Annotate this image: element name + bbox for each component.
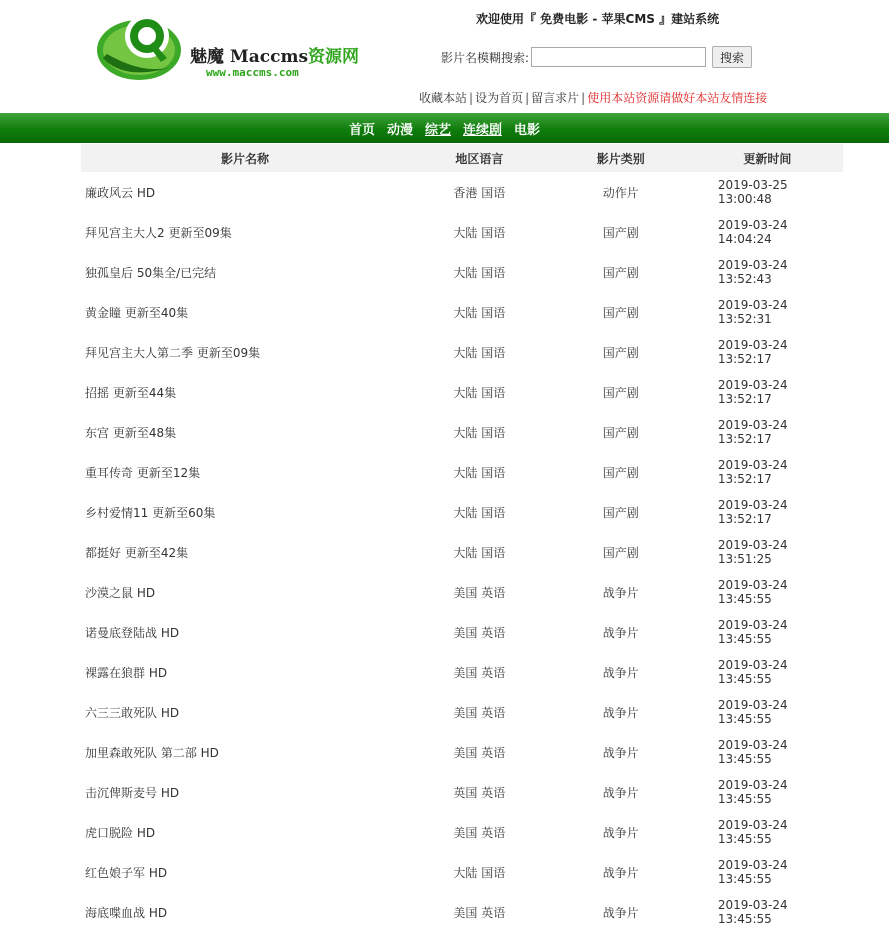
col-time-header: 更新时间 [692, 144, 843, 172]
update-time-cell: 2019-03-24 13:52:17 [717, 378, 788, 406]
area-cell: 美国 英语 [453, 625, 506, 640]
set-homepage-link[interactable]: 设为首页 [475, 91, 524, 105]
table-row[interactable] [81, 212, 843, 252]
update-time-cell: 2019-03-24 13:52:31 [717, 298, 788, 326]
type-cell: 战争片 [602, 745, 639, 760]
movie-table [81, 144, 843, 932]
type-cell: 国产剧 [602, 505, 639, 520]
area-cell: 美国 英语 [453, 705, 506, 720]
movie-name-link[interactable]: 招摇 更新至44集 [85, 385, 177, 400]
type-cell: 战争片 [602, 785, 639, 800]
movie-name-link[interactable]: 拜见宫主大人2 更新至09集 [85, 225, 232, 240]
search-input[interactable] [531, 47, 706, 67]
table-row[interactable] [81, 172, 843, 212]
search-bar [441, 46, 752, 68]
header [0, 0, 889, 113]
table-row[interactable] [81, 732, 843, 772]
type-cell: 战争片 [602, 865, 639, 880]
movie-name-link[interactable]: 东宫 更新至48集 [85, 425, 177, 440]
table-row[interactable] [81, 292, 843, 332]
movie-name-link[interactable]: 重耳传奇 更新至12集 [85, 465, 201, 480]
update-time-cell: 2019-03-24 13:45:55 [717, 698, 788, 726]
area-cell: 美国 英语 [453, 825, 506, 840]
area-cell: 大陆 国语 [453, 265, 506, 280]
movie-name-link[interactable]: 独孤皇后 50集全/已完结 [85, 265, 217, 280]
table-row[interactable] [81, 692, 843, 732]
table-row[interactable] [81, 492, 843, 532]
area-cell: 香港 国语 [453, 185, 506, 200]
movie-name-link[interactable]: 六三三敢死队 HD [85, 705, 180, 720]
table-row[interactable] [81, 252, 843, 292]
table-row[interactable] [81, 532, 843, 572]
area-cell: 美国 英语 [453, 745, 506, 760]
col-area-header: 地区语言 [409, 144, 549, 172]
update-time-cell: 2019-03-24 13:52:17 [717, 418, 788, 446]
type-cell: 国产剧 [602, 545, 639, 560]
table-row[interactable] [81, 612, 843, 652]
area-cell: 美国 英语 [453, 665, 506, 680]
table-row[interactable] [81, 332, 843, 372]
col-name-header: 影片名称 [81, 144, 409, 172]
type-cell: 战争片 [602, 665, 639, 680]
nav-anime[interactable]: 动漫 [386, 122, 413, 138]
movie-name-link[interactable]: 都挺好 更新至42集 [85, 545, 189, 560]
table-row[interactable] [81, 652, 843, 692]
update-time-cell: 2019-03-24 13:45:55 [717, 858, 788, 886]
header-links: 收藏本站 | 设为首页 | 留言求片 | 使用本站资源请做好本站友情连接 [419, 91, 768, 105]
type-cell: 国产剧 [602, 225, 639, 240]
update-time-cell: 2019-03-24 13:52:17 [717, 338, 788, 366]
type-cell: 国产剧 [602, 465, 639, 480]
area-cell: 大陆 国语 [453, 505, 506, 520]
update-time-cell: 2019-03-24 13:45:55 [717, 778, 788, 806]
area-cell: 大陆 国语 [453, 385, 506, 400]
request-movie-link[interactable]: 留言求片 [531, 91, 580, 105]
update-time-cell: 2019-03-24 13:52:17 [717, 498, 788, 526]
type-cell: 国产剧 [602, 385, 639, 400]
bookmark-link[interactable]: 收藏本站 [419, 91, 468, 105]
welcome-text: 欢迎使用『 免费电影 - 苹果CMS 』建站系统 [476, 12, 720, 26]
table-row[interactable] [81, 452, 843, 492]
update-time-cell: 2019-03-24 13:45:55 [717, 578, 788, 606]
nav-home[interactable]: 首页 [348, 122, 375, 138]
movie-name-link[interactable]: 加里森敢死队 第二部 HD [85, 745, 219, 760]
type-cell: 战争片 [602, 705, 639, 720]
search-button[interactable]: 搜索 [712, 46, 752, 68]
area-cell: 大陆 国语 [453, 465, 506, 480]
movie-name-link[interactable]: 诺曼底登陆战 HD [85, 625, 180, 640]
area-cell: 大陆 国语 [453, 865, 506, 880]
logo-url: www.maccms.com [206, 66, 299, 79]
table-header-row [81, 144, 843, 172]
update-time-cell: 2019-03-24 13:52:17 [717, 458, 788, 486]
update-time-cell: 2019-03-24 13:52:43 [717, 258, 788, 286]
type-cell: 战争片 [602, 625, 639, 640]
area-cell: 大陆 国语 [453, 305, 506, 320]
table-row[interactable] [81, 572, 843, 612]
movie-name-link[interactable]: 廉政风云 HD [85, 185, 156, 200]
col-type-header: 影片类别 [550, 144, 692, 172]
type-cell: 动作片 [602, 185, 639, 200]
table-row[interactable] [81, 812, 843, 852]
update-time-cell: 2019-03-24 13:45:55 [717, 818, 788, 846]
area-cell: 大陆 国语 [453, 345, 506, 360]
movie-name-link[interactable]: 击沉俾斯麦号 HD [85, 785, 180, 800]
nav-variety[interactable]: 综艺 [424, 122, 451, 138]
area-cell: 美国 英语 [453, 905, 506, 920]
movie-name-link[interactable]: 海底喋血战 HD [85, 905, 168, 920]
movie-name-link[interactable]: 乡村爱情11 更新至60集 [85, 505, 216, 520]
update-time-cell: 2019-03-24 13:45:55 [717, 898, 788, 926]
movie-name-link[interactable]: 虎口脱险 HD [85, 825, 156, 840]
movie-name-link[interactable]: 沙漠之鼠 HD [85, 585, 156, 600]
area-cell: 大陆 国语 [453, 225, 506, 240]
table-row[interactable] [81, 892, 843, 932]
type-cell: 国产剧 [602, 265, 639, 280]
type-cell: 国产剧 [602, 425, 639, 440]
update-time-cell: 2019-03-25 13:00:48 [717, 178, 788, 206]
update-time-cell: 2019-03-24 14:04:24 [717, 218, 788, 246]
table-row[interactable] [81, 412, 843, 452]
table-row[interactable] [81, 852, 843, 892]
movie-name-link[interactable]: 红色娘子军 HD [85, 865, 168, 880]
area-cell: 美国 英语 [453, 585, 506, 600]
update-time-cell: 2019-03-24 13:51:25 [717, 538, 788, 566]
area-cell: 大陆 国语 [453, 425, 506, 440]
area-cell: 英国 英语 [453, 785, 506, 800]
search-label: 影片名模糊搜索: [441, 50, 530, 65]
q-logo-icon [95, 10, 185, 86]
update-time-cell: 2019-03-24 13:45:55 [717, 738, 788, 766]
type-cell: 战争片 [602, 825, 639, 840]
nav-series[interactable]: 连续剧 [463, 122, 503, 138]
nav-movie[interactable]: 电影 [514, 122, 541, 138]
type-cell: 战争片 [602, 585, 639, 600]
area-cell: 大陆 国语 [453, 545, 506, 560]
table-row[interactable] [81, 772, 843, 812]
logo-text: 魅魔 Maccms资源网 [190, 47, 360, 67]
movie-name-link[interactable]: 裸露在狼群 HD [85, 665, 168, 680]
update-time-cell: 2019-03-24 13:45:55 [717, 618, 788, 646]
type-cell: 国产剧 [602, 305, 639, 320]
movie-name-link[interactable]: 黄金瞳 更新至40集 [85, 305, 189, 320]
type-cell: 战争片 [602, 905, 639, 920]
type-cell: 国产剧 [602, 345, 639, 360]
main-nav [0, 113, 889, 143]
site-logo[interactable] [95, 10, 360, 90]
update-time-cell: 2019-03-24 13:45:55 [717, 658, 788, 686]
table-row[interactable] [81, 372, 843, 412]
movie-name-link[interactable]: 拜见宫主大人第二季 更新至09集 [85, 345, 261, 360]
notice-link[interactable]: 使用本站资源请做好本站友情连接 [587, 91, 768, 105]
